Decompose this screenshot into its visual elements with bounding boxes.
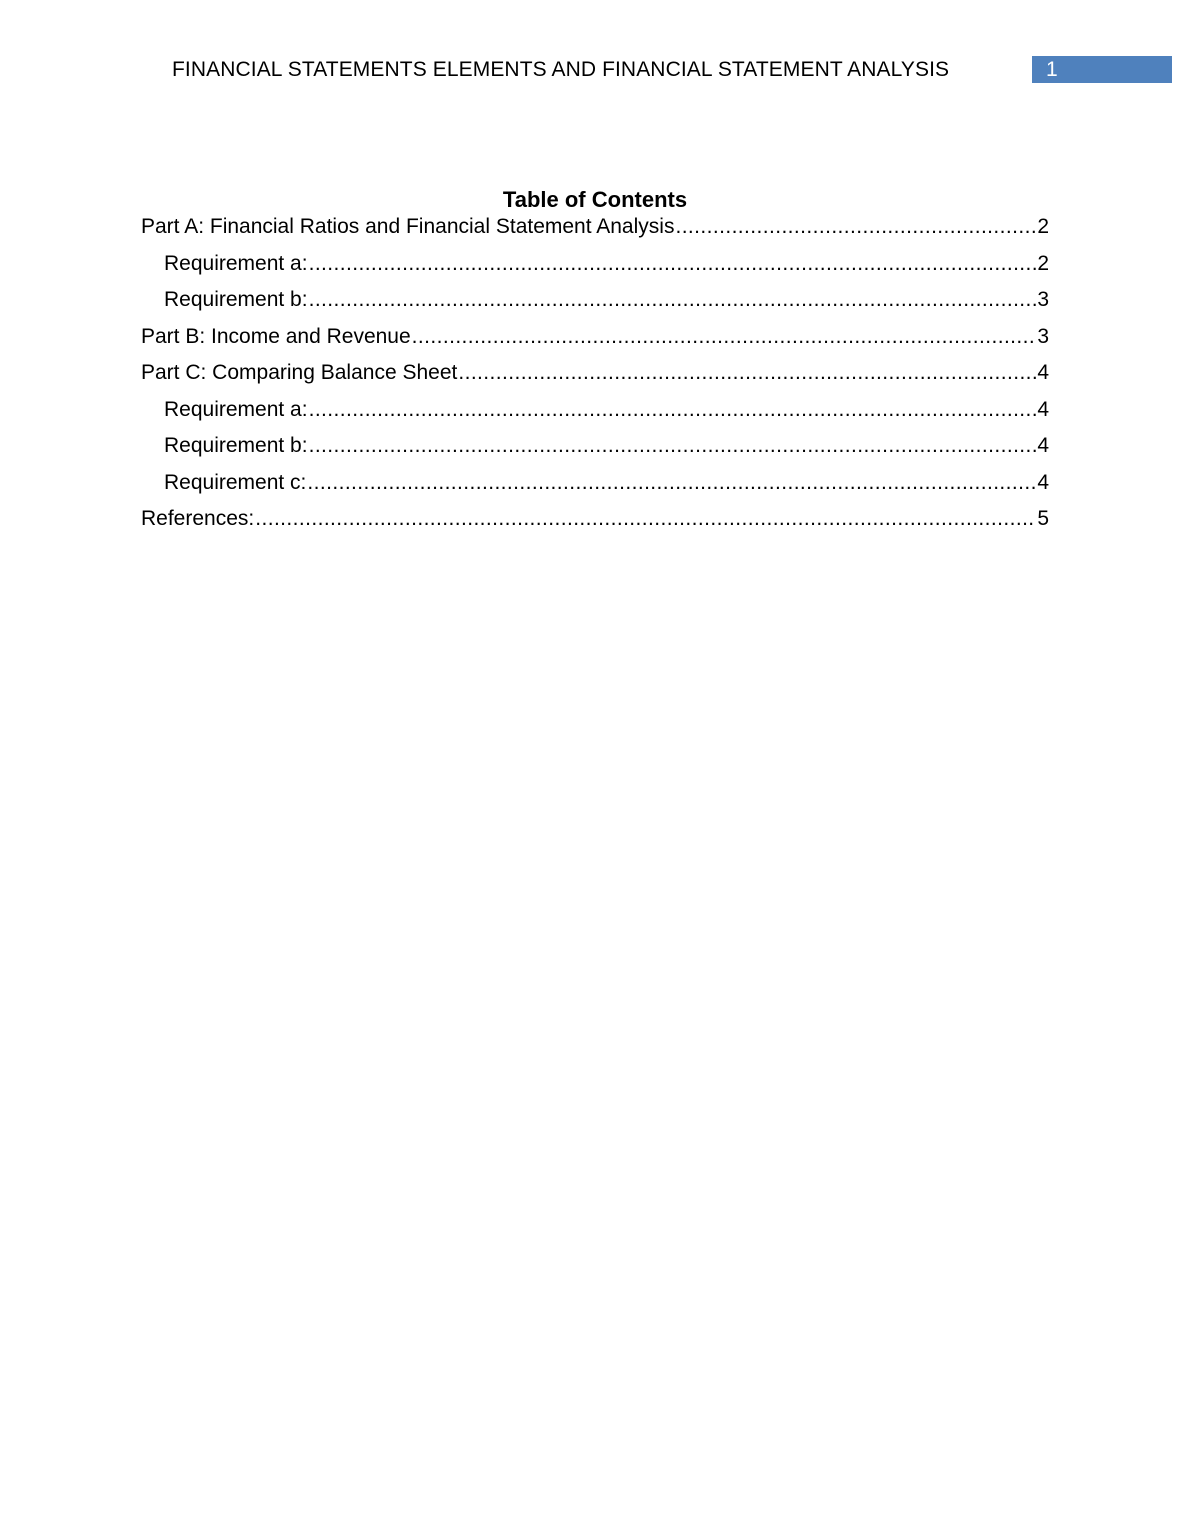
toc-dot-leader <box>309 396 1037 424</box>
toc-dot-leader <box>675 213 1036 241</box>
toc-dot-leader <box>255 505 1036 533</box>
toc-title: Table of Contents <box>502 187 688 212</box>
table-of-contents <box>141 213 1049 542</box>
toc-entry-label: Part C: Comparing Balance Sheet <box>141 361 458 384</box>
toc-entry-label: Requirement b: <box>164 434 308 457</box>
toc-entry-part-a-requirement-a[interactable] <box>141 250 1049 287</box>
page-header <box>0 56 1190 84</box>
toc-entry-part-c-requirement-b[interactable] <box>141 432 1049 469</box>
toc-entry-part-c-requirement-a[interactable] <box>141 396 1049 433</box>
toc-entry-page: 4 <box>1037 470 1049 494</box>
toc-entry-label: Requirement a: <box>164 397 308 421</box>
toc-entry-page: 5 <box>1037 507 1049 530</box>
toc-entry-label: References: <box>141 507 255 530</box>
toc-entry-part-c[interactable] <box>141 359 1049 396</box>
toc-entry-page: 3 <box>1037 288 1049 311</box>
toc-entry-label: Requirement a: <box>164 251 308 275</box>
toc-entry-part-c-requirement-c[interactable] <box>141 469 1049 506</box>
toc-dot-leader <box>309 432 1037 460</box>
page-number: 1 <box>1046 58 1058 81</box>
toc-entry-references[interactable] <box>141 505 1049 542</box>
toc-entry-page: 4 <box>1037 397 1049 421</box>
running-header-title: FINANCIAL STATEMENTS ELEMENTS AND FINANCIAL STATEMENT ANALYSIS <box>172 58 950 81</box>
toc-dot-leader <box>309 250 1037 278</box>
toc-entry-label: Requirement b: <box>164 288 308 311</box>
toc-entry-part-a[interactable] <box>141 213 1049 250</box>
toc-entry-part-b[interactable] <box>141 323 1049 360</box>
toc-entry-label: Part A: Financial Ratios and Financial Statement Analysis <box>141 215 675 238</box>
toc-entry-label: Part B: Income and Revenue <box>141 324 411 348</box>
toc-entry-page: 4 <box>1037 361 1049 384</box>
toc-dot-leader <box>309 286 1037 314</box>
toc-dot-leader <box>458 359 1036 387</box>
toc-dot-leader <box>307 469 1036 497</box>
toc-entry-part-a-requirement-b[interactable] <box>141 286 1049 323</box>
toc-entry-page: 2 <box>1037 215 1049 238</box>
toc-entry-label: Requirement c: <box>164 470 307 494</box>
toc-entry-page: 4 <box>1037 434 1049 457</box>
toc-dot-leader <box>412 323 1037 351</box>
toc-entry-page: 3 <box>1037 324 1049 348</box>
page-number-box <box>1032 56 1172 83</box>
toc-entry-page: 2 <box>1037 251 1049 275</box>
